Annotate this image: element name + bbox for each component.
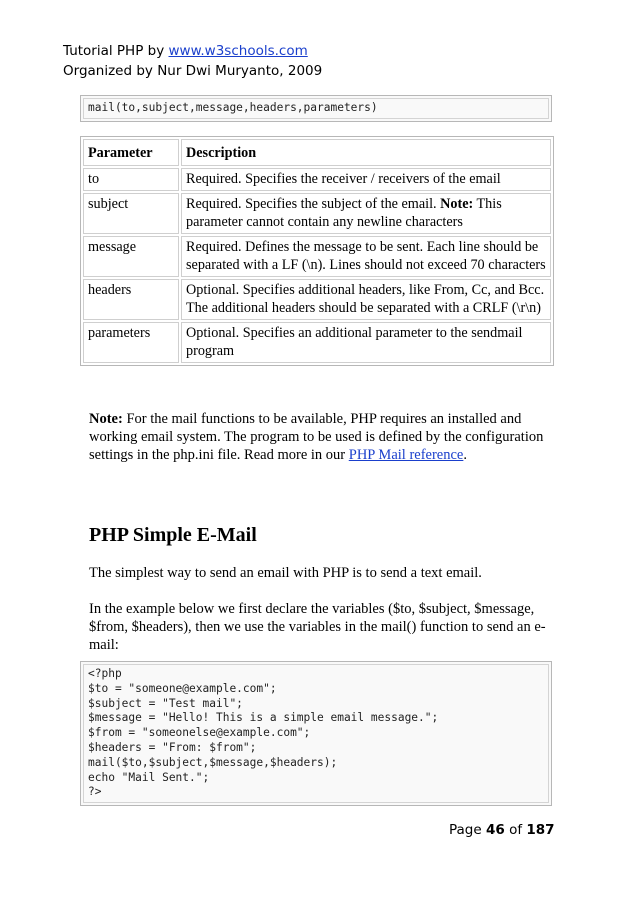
document-header bbox=[63, 41, 322, 81]
table-row bbox=[83, 236, 551, 277]
header-line-1: Tutorial PHP by www.w3schools.com bbox=[63, 43, 308, 59]
intro-paragraph: The simplest way to send an email with PHP is to send a text email. bbox=[89, 565, 482, 581]
w3schools-link[interactable]: www.w3schools.com bbox=[168, 43, 308, 59]
param-name: subject bbox=[83, 193, 179, 234]
syntax-box bbox=[80, 95, 552, 122]
param-name: parameters bbox=[83, 322, 179, 363]
section-title: PHP Simple E-Mail bbox=[89, 524, 257, 546]
php-mail-reference-link[interactable]: PHP Mail reference bbox=[348, 447, 464, 463]
param-name: message bbox=[83, 236, 179, 277]
table-row bbox=[83, 322, 551, 363]
note-paragraph: Note: For the mail functions to be available, PHP requires an installed and working email system. The program to be used is defined by the configuration settings in the php.ini file. Read more in our PHP Mail reference. bbox=[89, 411, 544, 463]
param-description: Required. Specifies the receiver / receivers of the email bbox=[181, 168, 551, 191]
parameter-table bbox=[80, 136, 554, 366]
table-header-row bbox=[83, 139, 551, 166]
table-row bbox=[83, 193, 551, 234]
code-example: <?php $to = "someone@example.com"; $subject = "Test mail"; $message = "Hello! This is a simple email message."; $from = "someonelse@example.com"; $headers = "From: $from"; mail($to,$subject,$message,$headers); echo "Mail Sent."; ?> bbox=[83, 664, 549, 803]
note-label: Note: bbox=[440, 196, 474, 212]
param-description: Required. Specifies the subject of the email. Note: This parameter cannot contain any newline characters bbox=[181, 193, 551, 234]
page-footer: Page 46 of 187 bbox=[449, 822, 555, 838]
param-description: Optional. Specifies additional headers, like From, Cc, and Bcc. The additional headers should be separated with a CRLF (\r\n) bbox=[181, 279, 551, 320]
column-header-parameter: Parameter bbox=[83, 139, 179, 166]
param-name: headers bbox=[83, 279, 179, 320]
example-paragraph: In the example below we first declare the variables ($to, $subject, $message, $from, $headers), then we use the variables in the mail() function to send an e-mail: bbox=[89, 601, 546, 653]
param-description: Optional. Specifies an additional parameter to the sendmail program bbox=[181, 322, 551, 363]
column-header-description: Description bbox=[181, 139, 551, 166]
note-label: Note: bbox=[89, 411, 123, 427]
param-description: Required. Defines the message to be sent. Each line should be separated with a LF (\n). Lines should not exceed 70 characters bbox=[181, 236, 551, 277]
table-row bbox=[83, 279, 551, 320]
page-number: 46 bbox=[485, 822, 505, 838]
param-name: to bbox=[83, 168, 179, 191]
syntax-code: mail(to,subject,message,headers,parameters) bbox=[83, 98, 549, 119]
code-example-box bbox=[80, 661, 552, 806]
table-row bbox=[83, 168, 551, 191]
header-line-2: Organized by Nur Dwi Muryanto, 2009 bbox=[63, 63, 323, 79]
page-total: 187 bbox=[526, 822, 555, 838]
